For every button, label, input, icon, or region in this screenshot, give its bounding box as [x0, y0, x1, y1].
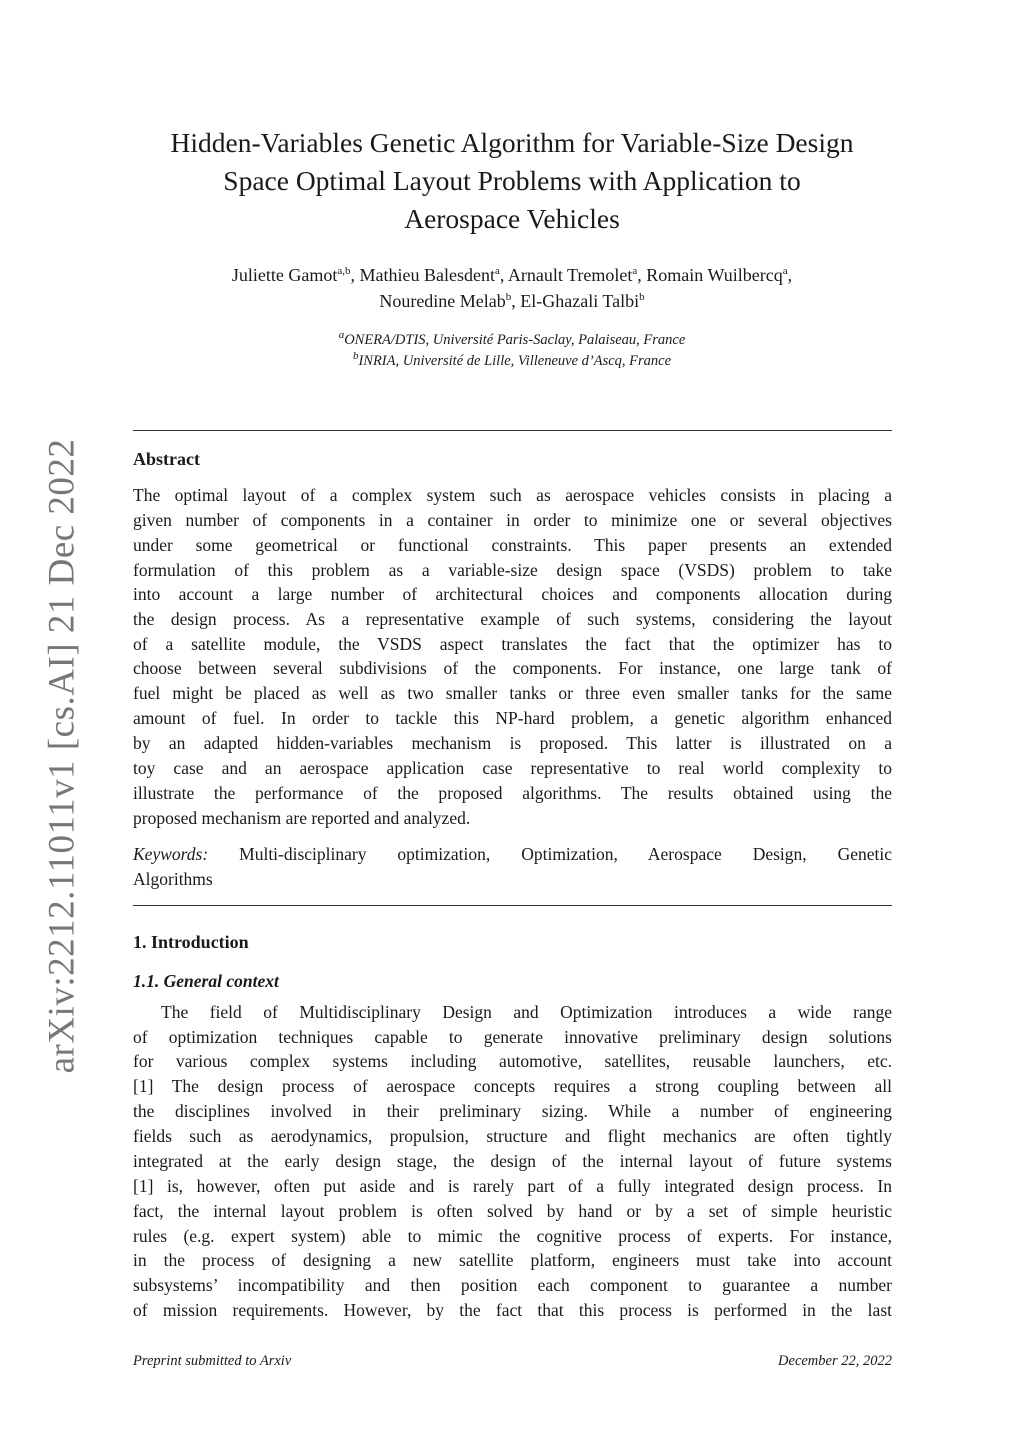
arxiv-identifier-stamp: arXiv:2212.11011v1 [cs.AI] 21 Dec 2022 — [41, 438, 83, 1074]
footer-preprint-note: Preprint submitted to Arxiv — [133, 1353, 292, 1369]
paragraph-line: [1] is, however, often put aside and is rarely part of a fully integrated design process. In — [133, 1176, 892, 1196]
subsection-heading: 1.1. General context — [133, 971, 279, 991]
author-name: El-Ghazali Talbi — [520, 291, 640, 311]
abstract-top-rule — [133, 430, 892, 431]
abstract-line: amount of fuel. In order to tackle this NP-hard problem, a genetic algorithm enhanced — [133, 708, 892, 728]
keywords-line — [133, 842, 892, 866]
abstract-bottom-rule — [133, 905, 892, 906]
paragraph-line: subsystems’ incompatibility and then position each component to guarantee a number — [133, 1275, 892, 1295]
paragraph-line: of optimization techniques capable to generate innovative preliminary design solutions — [133, 1027, 892, 1047]
title-line: Aerospace Vehicles — [404, 203, 620, 234]
author-list — [130, 262, 894, 314]
affiliation-text: ONERA/DTIS, Université Paris-Saclay, Palaiseau, France — [344, 332, 686, 348]
author-name: Nouredine Melab — [379, 291, 506, 311]
author-affil-mark: a — [632, 265, 638, 277]
paragraph-line: in the process of designing a new satellite platform, engineers must take into account — [133, 1250, 892, 1270]
abstract-line: choose between several subdivisions of the components. For instance, one large tank of — [133, 658, 892, 678]
abstract-line: toy case and an aerospace application case representative to real world complexity to — [133, 758, 892, 778]
affiliation-text: INRIA, Université de Lille, Villeneuve d’Ascq, France — [358, 353, 672, 369]
abstract-line: formulation of this problem as a variable-size design space (VSDS) problem to take — [133, 560, 892, 580]
paragraph-line: the disciplines involved in their preliminary sizing. While a number of engineering — [133, 1101, 892, 1121]
paragraph-line: The field of Multidisciplinary Design and Optimization introduces a wide range — [161, 1002, 892, 1022]
author-affil-mark: b — [505, 291, 512, 303]
abstract-line: proposed mechanism are reported and analyzed. — [133, 808, 471, 828]
abstract-line: into account a large number of architectural choices and components allocation during — [133, 584, 892, 604]
keywords-line: Algorithms — [133, 869, 213, 889]
paragraph-line: [1] The design process of aerospace concepts requires a strong coupling between all — [133, 1076, 892, 1096]
author-name: Mathieu Balesdent — [359, 265, 495, 285]
keywords-label: Keywords: — [133, 844, 209, 864]
abstract-line: the design process. As a representative example of such systems, considering the layout — [133, 609, 892, 629]
abstract-line: illustrate the performance of the proposed algorithms. The results obtained using the — [133, 783, 892, 803]
keywords-text: Multi-disciplinary optimization, Optimization, Aerospace Design, Genetic — [239, 844, 892, 864]
author-line: Juliette Gamot$^{a,b}$, Mathieu Balesdent$^a$, Arnault Tremolet$^a$, Romain Wuilbercq$^a$, — [231, 265, 793, 285]
author-name: Juliette Gamot — [231, 265, 338, 285]
paper-title — [130, 124, 894, 238]
abstract-line: of a satellite module, the VSDS aspect translates the fact that the optimizer has to — [133, 634, 892, 654]
affiliation — [130, 351, 894, 372]
title-line: Space Optimal Layout Problems with Application to — [223, 165, 801, 196]
author-affil-mark: b — [639, 291, 645, 303]
abstract-heading: Abstract — [133, 449, 200, 469]
author-affil-mark: a,b — [337, 265, 351, 277]
author-affil-mark: a — [782, 265, 788, 277]
section-heading: 1. Introduction — [133, 932, 249, 952]
affiliation-mark: b — [352, 350, 359, 363]
author-line: Nouredine Melab$^b$, El-Ghazali Talbi$^b$ — [379, 291, 645, 311]
paragraph-line: rules (e.g. expert system) able to mimic the cognitive process of experts. For instance, — [133, 1226, 892, 1246]
abstract-line: fuel might be placed as well as two smaller tanks or three even smaller tanks for the same — [133, 683, 892, 703]
footer-date: December 22, 2022 — [778, 1353, 892, 1369]
paragraph-line: of mission requirements. However, by the fact that this process is performed in the last — [133, 1300, 892, 1320]
paragraph-line: fact, the internal layout problem is often solved by hand or by a set of simple heuristic — [133, 1201, 892, 1221]
paragraph-line: for various complex systems including automotive, satellites, reusable launchers, etc. — [133, 1051, 892, 1071]
abstract-line: by an adapted hidden-variables mechanism is proposed. This latter is illustrated on a — [133, 733, 892, 753]
paragraph-line: integrated at the early design stage, the design of the internal layout of future systems — [133, 1151, 892, 1171]
abstract-line: under some geometrical or functional constraints. This paper presents an extended — [133, 535, 892, 555]
paragraph-line: fields such as aerodynamics, propulsion, structure and flight mechanics are often tightly — [133, 1126, 892, 1146]
affiliation-list — [130, 330, 894, 372]
affiliation — [130, 330, 894, 351]
author-affil-mark: a — [494, 265, 500, 277]
author-name: Arnault Tremolet — [507, 265, 633, 285]
author-name: Romain Wuilbercq — [646, 265, 783, 285]
affiliation-mark: a — [338, 329, 345, 342]
abstract-line: given number of components in a container in order to minimize one or several objectives — [133, 510, 892, 530]
abstract-line: The optimal layout of a complex system such as aerospace vehicles consists in placing a — [133, 485, 892, 505]
title-line: Hidden-Variables Genetic Algorithm for Variable-Size Design — [170, 127, 854, 158]
